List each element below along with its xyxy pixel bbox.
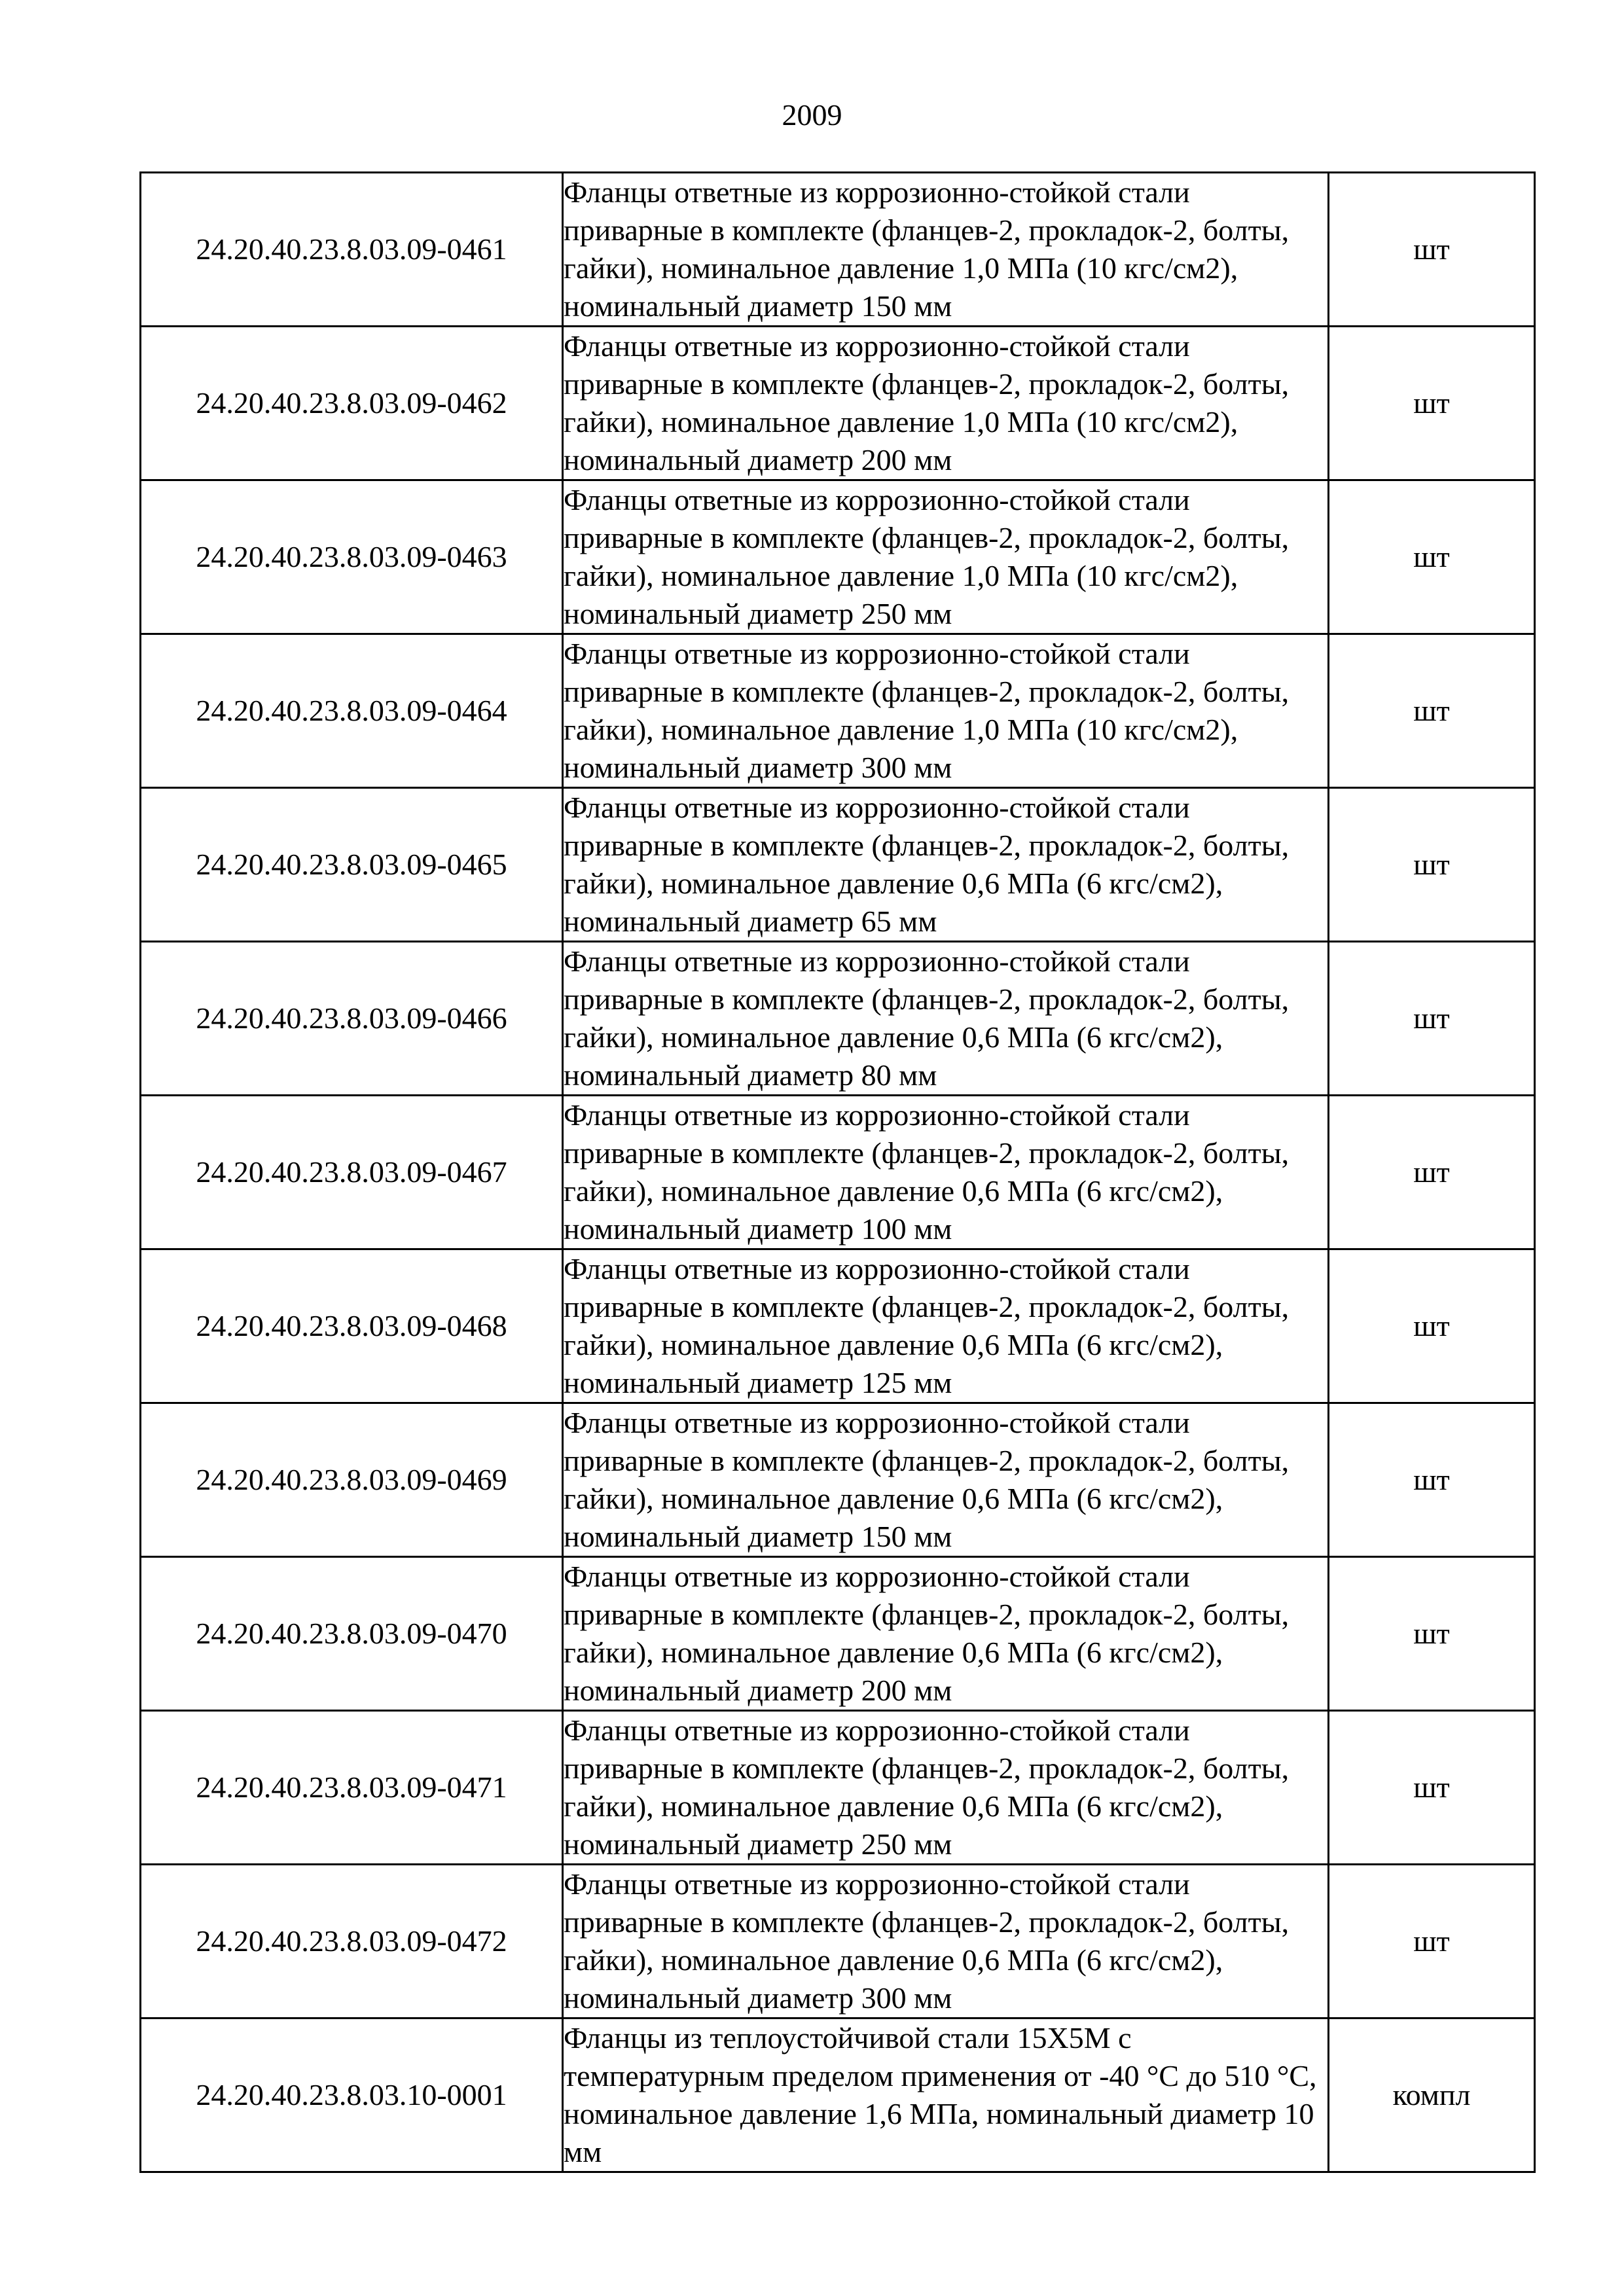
resource-table [139,171,1536,2173]
table-row [141,173,1535,327]
table-row [141,1403,1535,1557]
unit-of-measure: шт [1329,327,1535,480]
resource-code: 24.20.40.23.8.03.09-0471 [141,1711,563,1865]
unit-of-measure: шт [1329,1557,1535,1711]
table-row [141,942,1535,1096]
unit-of-measure: шт [1329,173,1535,327]
unit-of-measure: шт [1329,1711,1535,1865]
unit-of-measure: шт [1329,480,1535,634]
unit-of-measure: шт [1329,788,1535,942]
page-number: 2009 [782,98,842,132]
table-row [141,634,1535,788]
resource-code: 24.20.40.23.8.03.09-0462 [141,327,563,480]
unit-of-measure: шт [1329,1403,1535,1557]
table-row [141,1557,1535,1711]
unit-of-measure: шт [1329,942,1535,1096]
resource-code: 24.20.40.23.8.03.09-0464 [141,634,563,788]
resource-code: 24.20.40.23.8.03.09-0468 [141,1249,563,1403]
resource-code: 24.20.40.23.8.03.09-0466 [141,942,563,1096]
resource-code: 24.20.40.23.8.03.10-0001 [141,2018,563,2172]
resource-description: Фланцы ответные из коррозионно-стойкой стали приварные в комплекте (фланцев-2, прокладок-2, болты, гайки), номинальное давление 0,6 МПа (6 кгс/см2), номинальный диаметр 300 мм [563,1865,1329,2018]
table-row [141,1711,1535,1865]
resource-code: 24.20.40.23.8.03.09-0472 [141,1865,563,2018]
table-row [141,1096,1535,1249]
resource-description: Фланцы ответные из коррозионно-стойкой стали приварные в комплекте (фланцев-2, прокладок-2, болты, гайки), номинальное давление 1,0 МПа (10 кгс/см2), номинальный диаметр 300 мм [563,634,1329,788]
resource-code: 24.20.40.23.8.03.09-0461 [141,173,563,327]
unit-of-measure: шт [1329,1249,1535,1403]
resource-description: Фланцы из теплоустойчивой стали 15Х5М с температурным пределом применения от -40 °С до 510 °С, номинальное давление 1,6 МПа, номинальный диаметр 10 мм [563,2018,1329,2172]
resource-description: Фланцы ответные из коррозионно-стойкой стали приварные в комплекте (фланцев-2, прокладок-2, болты, гайки), номинальное давление 0,6 МПа (6 кгс/см2), номинальный диаметр 65 мм [563,788,1329,942]
table-row [141,1865,1535,2018]
table-row [141,480,1535,634]
table-row [141,788,1535,942]
resource-code: 24.20.40.23.8.03.09-0463 [141,480,563,634]
unit-of-measure: шт [1329,1096,1535,1249]
resource-description: Фланцы ответные из коррозионно-стойкой стали приварные в комплекте (фланцев-2, прокладок-2, болты, гайки), номинальное давление 0,6 МПа (6 кгс/см2), номинальный диаметр 100 мм [563,1096,1329,1249]
resource-description: Фланцы ответные из коррозионно-стойкой стали приварные в комплекте (фланцев-2, прокладок-2, болты, гайки), номинальное давление 0,6 МПа (6 кгс/см2), номинальный диаметр 125 мм [563,1249,1329,1403]
resource-description: Фланцы ответные из коррозионно-стойкой стали приварные в комплекте (фланцев-2, прокладок-2, болты, гайки), номинальное давление 0,6 МПа (6 кгс/см2), номинальный диаметр 200 мм [563,1557,1329,1711]
resource-description: Фланцы ответные из коррозионно-стойкой стали приварные в комплекте (фланцев-2, прокладок-2, болты, гайки), номинальное давление 1,0 МПа (10 кгс/см2), номинальный диаметр 250 мм [563,480,1329,634]
resource-description: Фланцы ответные из коррозионно-стойкой стали приварные в комплекте (фланцев-2, прокладок-2, болты, гайки), номинальное давление 0,6 МПа (6 кгс/см2), номинальный диаметр 150 мм [563,1403,1329,1557]
table-row [141,1249,1535,1403]
resource-code: 24.20.40.23.8.03.09-0470 [141,1557,563,1711]
resource-description: Фланцы ответные из коррозионно-стойкой стали приварные в комплекте (фланцев-2, прокладок-2, болты, гайки), номинальное давление 0,6 МПа (6 кгс/см2), номинальный диаметр 80 мм [563,942,1329,1096]
resource-code: 24.20.40.23.8.03.09-0465 [141,788,563,942]
resource-code: 24.20.40.23.8.03.09-0467 [141,1096,563,1249]
table-row [141,2018,1535,2172]
resource-description: Фланцы ответные из коррозионно-стойкой стали приварные в комплекте (фланцев-2, прокладок-2, болты, гайки), номинальное давление 0,6 МПа (6 кгс/см2), номинальный диаметр 250 мм [563,1711,1329,1865]
unit-of-measure: шт [1329,1865,1535,2018]
table-row [141,327,1535,480]
unit-of-measure: шт [1329,634,1535,788]
resource-description: Фланцы ответные из коррозионно-стойкой стали приварные в комплекте (фланцев-2, прокладок-2, болты, гайки), номинальное давление 1,0 МПа (10 кгс/см2), номинальный диаметр 150 мм [563,173,1329,327]
resource-code: 24.20.40.23.8.03.09-0469 [141,1403,563,1557]
unit-of-measure: компл [1329,2018,1535,2172]
resource-description: Фланцы ответные из коррозионно-стойкой стали приварные в комплекте (фланцев-2, прокладок-2, болты, гайки), номинальное давление 1,0 МПа (10 кгс/см2), номинальный диаметр 200 мм [563,327,1329,480]
